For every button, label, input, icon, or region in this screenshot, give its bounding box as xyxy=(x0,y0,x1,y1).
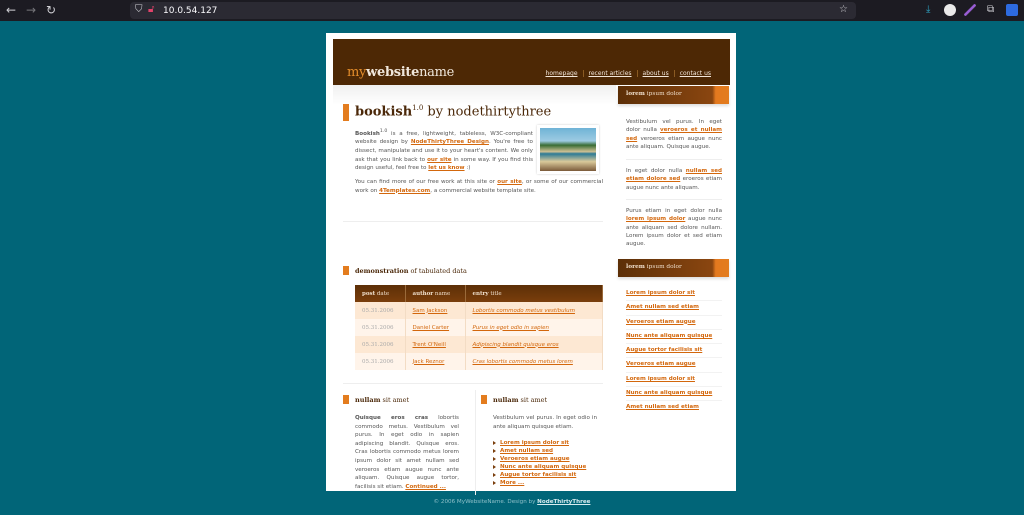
download-icon[interactable]: ⤓ xyxy=(926,4,931,15)
shield-icon[interactable]: ⛉ xyxy=(135,4,143,15)
list-item: Amet nullam sed etiam xyxy=(626,404,699,411)
page-container xyxy=(326,33,736,491)
our-site-link-2[interactable]: our site xyxy=(497,179,522,185)
our-site-link[interactable]: our site xyxy=(427,156,452,163)
heading-marker xyxy=(343,395,349,404)
sidebar-heading-1: lorem ipsum dolor xyxy=(618,86,729,104)
author-link[interactable]: Trent O'Neill xyxy=(412,341,446,348)
heading-marker xyxy=(343,104,349,121)
main-content xyxy=(333,85,616,490)
list-item: Augue tortor facilisis sit xyxy=(626,344,722,358)
list-item: Amet nullam sed xyxy=(493,447,586,455)
back-icon[interactable]: ← xyxy=(5,3,17,17)
reload-icon[interactable]: ↻ xyxy=(45,3,57,17)
browser-toolbar xyxy=(0,0,1024,21)
sidebar xyxy=(616,85,729,485)
extension-icon[interactable] xyxy=(944,4,956,16)
col1-heading: nullam sit amet xyxy=(355,396,410,404)
entry-link[interactable]: Purus in eget odio in sapien xyxy=(472,324,549,331)
footer-design-link[interactable]: NodeThirtyThree xyxy=(537,499,591,505)
heading-marker xyxy=(481,395,487,404)
col-entry-title: entry title xyxy=(465,285,603,302)
table-row: 05.31.2006 Daniel Carter Purus in eget odio in sapien xyxy=(355,319,603,336)
bullet-arrow-icon xyxy=(493,481,496,485)
list-item: Augue tortor facilisis sit xyxy=(493,471,586,479)
list-item: Veroeros etiam augue xyxy=(493,455,586,463)
list-item: Nunc ante aliquam quisque xyxy=(493,463,586,471)
extensions-puzzle-icon[interactable]: ⧉ xyxy=(987,4,995,15)
4templates-link[interactable]: 4Templates.com xyxy=(379,187,431,194)
bullet-arrow-icon xyxy=(493,473,496,477)
more-paragraph: You can find more of our free work at this site or our site, or some of our commercial work on 4Templates.com, a commercial website template site. xyxy=(355,179,603,194)
site-logo[interactable]: mywebsitename xyxy=(347,65,455,80)
let-us-know-link[interactable]: let us know xyxy=(428,165,465,172)
col2-heading: nullam sit amet xyxy=(493,396,548,404)
nodethirtythree-link[interactable]: NodeThirtyThree Design xyxy=(410,139,489,146)
address-bar[interactable] xyxy=(130,2,856,19)
table-header-row xyxy=(355,285,603,302)
password-manager-icon[interactable] xyxy=(1006,4,1018,16)
site-header xyxy=(333,39,730,85)
continued-link[interactable]: Continued ... xyxy=(405,483,446,490)
beach-photo xyxy=(537,125,599,174)
author-link[interactable]: Jack Reznor xyxy=(412,358,445,365)
nav-recent-articles[interactable]: recent articles xyxy=(583,70,637,77)
url-text[interactable]: 10.0.54.127 xyxy=(163,5,218,16)
column-divider xyxy=(475,390,476,495)
intro-paragraph: Bookish$^{1.0}$ is a free, lightweight, tableless, W3C-compliant website design by NodeThirtyThree Design. You're free to dissect, manipulate and use it to your heart's content. We only ask that you link back to our site in some way. If you find this design useful, feel free to let us know :) xyxy=(355,129,533,172)
sidebar-paragraph: Purus etiam in eget dolor nulla lorem ipsum dolor augue nunc ante aliquam sed dolore nullam. Lorem ipsum dolor et sed etiam augue. xyxy=(626,208,722,248)
list-item: Amet nullam sed etiam xyxy=(626,301,722,315)
bullet-arrow-icon xyxy=(493,449,496,453)
divider xyxy=(343,383,603,384)
list-item: Lorem ipsum dolor sit xyxy=(626,287,722,301)
page-title: bookish$^{1.0}$ by nodethirtythree xyxy=(355,104,552,120)
bookmark-star-icon[interactable]: ☆ xyxy=(839,4,848,15)
forward-icon[interactable]: → xyxy=(25,3,37,17)
sidebar-paragraph: Vestibulum vel purus. In eget dolor nulla veroeros et nullam sed veroeros etiam augue nunc ante aliquam. Quisque augue. xyxy=(626,119,722,150)
table-heading: demonstration of tabulated data xyxy=(355,267,467,275)
author-link[interactable]: Daniel Carter xyxy=(412,324,450,331)
lock-insecure-icon[interactable]: 🔓︎ xyxy=(148,4,155,15)
col-author-name: author name xyxy=(405,285,465,302)
site-footer: © 2006 MyWebsiteName. Design by NodeThirtyThree xyxy=(433,499,591,505)
divider xyxy=(626,159,722,160)
table-row: 05.31.2006 Trent O'Neill Adipiscing blandit quisque eros xyxy=(355,336,603,353)
table-row: 05.31.2006 Jack Reznor Cras lobortis commodo metus lorem xyxy=(355,353,603,370)
bullet-arrow-icon xyxy=(493,465,496,469)
entry-link[interactable]: Lobortis commodo metus vestibulum xyxy=(472,307,575,314)
entry-link[interactable]: Cras lobortis commodo metus lorem xyxy=(472,358,573,365)
bullet-arrow-icon xyxy=(493,457,496,461)
list-item: Nunc ante aliquam quisque xyxy=(626,330,722,344)
table-row: 05.31.2006 Sam Jackson Lobortis commodo metus vestibulum xyxy=(355,302,603,319)
list-item: Lorem ipsum dolor sit xyxy=(493,439,586,447)
list-item: Lorem ipsum dolor sit xyxy=(626,373,722,387)
entry-link[interactable]: Adipiscing blandit quisque eros xyxy=(472,341,559,348)
sidebar-heading-2: lorem ipsum dolor xyxy=(618,259,729,277)
col2-link-list xyxy=(493,439,586,487)
divider xyxy=(626,199,722,200)
divider xyxy=(343,221,603,222)
bullet-arrow-icon xyxy=(493,441,496,445)
list-item: More ... xyxy=(493,479,586,487)
list-item: Veroeros etiam augue xyxy=(626,316,722,330)
top-nav xyxy=(541,70,716,77)
heading-marker xyxy=(343,266,349,275)
nav-contact-us[interactable]: contact us xyxy=(674,70,716,77)
nav-homepage[interactable]: homepage xyxy=(545,70,578,77)
col2-paragraph: Vestibulum vel purus. In eget odio in ante aliquam quisque etiam. xyxy=(493,415,597,430)
author-link[interactable]: Sam Jackson xyxy=(412,307,448,314)
col-post-date: post date xyxy=(355,285,405,302)
list-item: Nunc ante aliquam quisque xyxy=(626,387,722,401)
pen-extension-icon[interactable] xyxy=(964,4,976,16)
sidebar-paragraph: In eget dolor nulla nullam sed etiam dolore sed eroeros etiam augue nunc ante aliquam. xyxy=(626,168,723,191)
list-item: Veroeros etiam augue xyxy=(626,358,722,372)
col1-paragraph: Quisque eros cras lobortis commodo metus. Vestibulum vel purus. In eget odio in sapien adipiscing blandit. Quisque eros. Cras lobortis commodo metus lorem ipsum dolor sit amet nullam sed veroeros etiam augue nunc ante aliquam. Quisque augue tortor, facilisis sit etiam. Continued ... xyxy=(355,415,459,490)
data-table xyxy=(355,285,603,370)
nav-about-us[interactable]: about us xyxy=(637,70,674,77)
sidebar-link-list xyxy=(626,287,722,416)
